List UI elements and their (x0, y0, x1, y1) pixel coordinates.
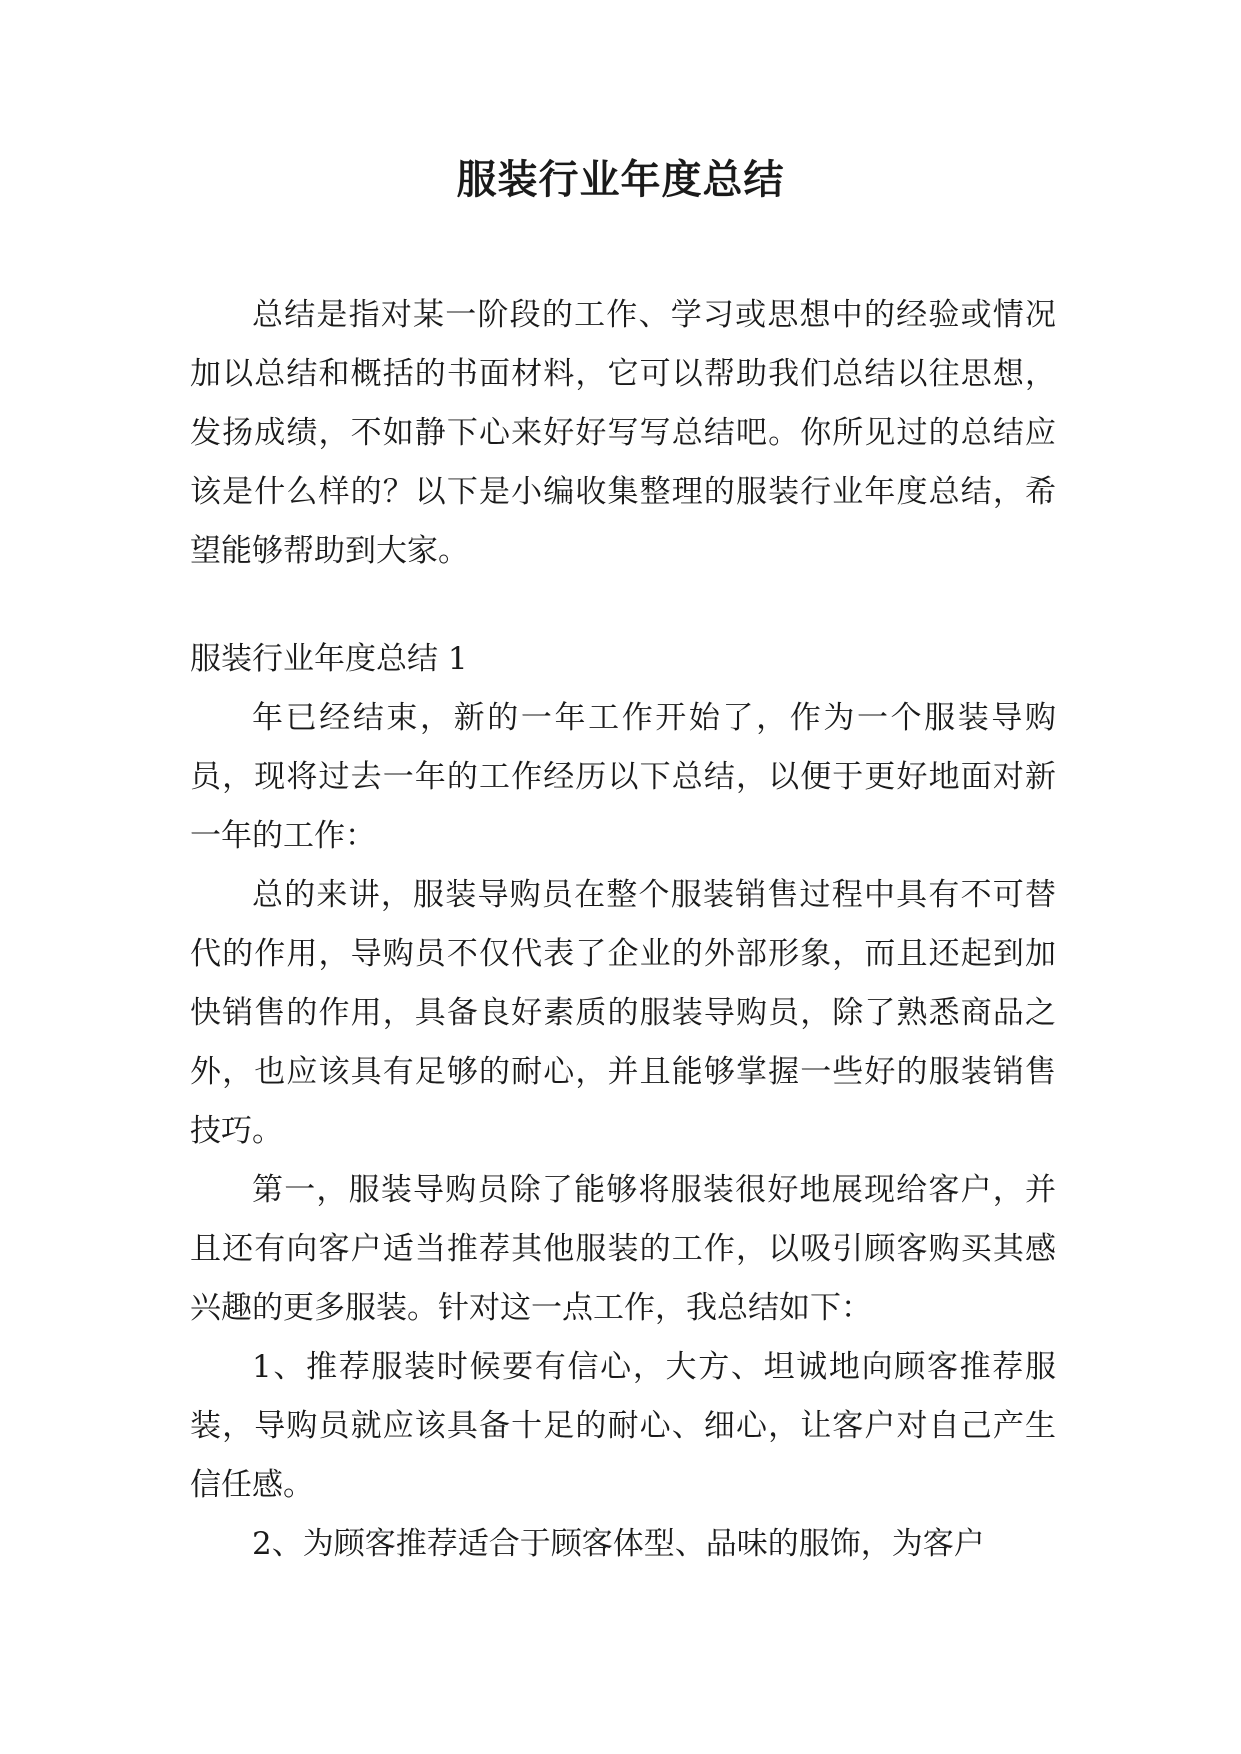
intro-paragraph: 总结是指对某一阶段的工作、学习或思想中的经验或情况加以总结和概括的书面材料，它可以帮助我们总结以往思想，发扬成绩，不如静下心来好好写写总结吧。你所见过的总结应该是什么样的？以下是小编收集整理的服装行业年度总结，希望能够帮助到大家。 (190, 297, 1056, 569)
body-paragraph: 2、为顾客推荐适合于顾客体型、品味的服饰，为客户 (252, 1526, 985, 1562)
section-block (190, 630, 1056, 1574)
section-heading: 服装行业年度总结 1 (190, 641, 468, 677)
document-title: 服装行业年度总结 (456, 157, 785, 203)
body-paragraph: 总的来讲，服装导购员在整个服装销售过程中具有不可替代的作用，导购员不仅代表了企业的外部形象，而且还起到加快销售的作用，具备良好素质的服装导购员，除了熟悉商品之外，也应该具有足够的耐心，并且能够掌握一些好的服装销售技巧。 (190, 877, 1056, 1149)
body-paragraph: 1、推荐服装时候要有信心，大方、坦诚地向顾客推荐服装，导购员就应该具备十足的耐心、细心，让客户对自己产生信任感。 (190, 1349, 1056, 1503)
body-paragraph: 年已经结束，新的一年工作开始了，作为一个服装导购员，现将过去一年的工作经历以下总结，以便于更好地面对新一年的工作： (190, 700, 1056, 854)
body-paragraph: 第一，服装导购员除了能够将服装很好地展现给客户，并且还有向客户适当推荐其他服装的工作，以吸引顾客购买其感兴趣的更多服装。针对这一点工作，我总结如下： (190, 1172, 1056, 1326)
intro-block (190, 286, 1056, 581)
